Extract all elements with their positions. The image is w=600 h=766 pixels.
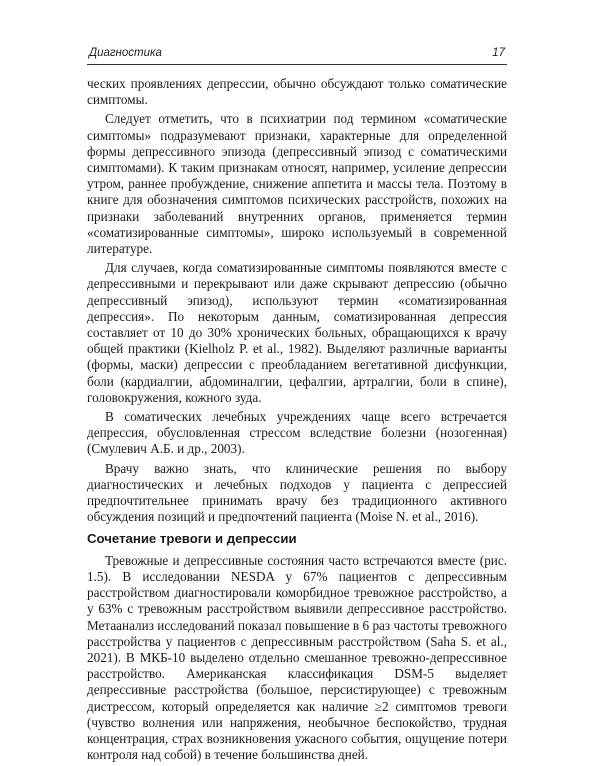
paragraph: Следует отметить, что в психиатрии под термином «соматические симптомы» подразумевают признаки, характерные для определенной формы депрессивного эпизода (депрессивный эпизод с соматическими симптомами). К таким признакам относят, например, усиление депрессии утром, раннее пробуждение, снижение аппетита и массы тела. Поэтому в книге для обозначения симптомов психических расстройств, похожих на признаки заболеваний внутренних органов, применяется термин «соматизированные симптомы», широко используемый в современной литературе. (87, 111, 507, 257)
paragraph: Для случаев, когда соматизированные симптомы появляются вместе с депрессивными и перекрывают или даже скрывают депрессию (обычно депрессивный эпизод), используют термин «соматизированная депрессия». По некоторым данным, соматизированная депрессия составляет от 10 до 30% хронических больных, обращающихся к врачу общей практики (Kielholz P. et al., 1982). Выделяют различные варианты (формы, маски) депрессии с преобладанием вегетативной дисфункции, боли (кардиалгии, абдоминалгии, цефалгии, артралгии, боли в спине), головокружения, кожного зуда. (87, 260, 507, 405)
running-head-section: Диагностика (89, 47, 162, 59)
section-heading: Сочетание тревоги и депрессии (87, 531, 297, 547)
header-rule (87, 64, 507, 65)
running-head (89, 47, 505, 59)
paragraph: ческих проявлениях депрессии, обычно обсуждают только соматические симптомы. (87, 76, 507, 108)
body-text (87, 76, 507, 766)
page-number: 17 (492, 47, 505, 59)
paragraph: Тревожные и депрессивные состояния часто встречаются вместе (рис. 1.5). В исследовании NESDA у 67% пациентов с депрессивным расстройством диагностировали коморбидное тревожное расстройство, а у 63% с тревожным расстройством выявили депрессивное расстройство. Метаанализ исследований показал повышение в 6 раз частоты тревожного расстройства у пациентов с депрессивным расстройством (Saha S. et al., 2021). В МКБ-10 выделено отдельно смешанное тревожно-депрессивное расстройство. Американская классификация DSM-5 выделяет депрессивные расстройства (большое, персистирующее) с тревожным дистрессом, который определяется как наличие ≥2 симптомов тревоги (чувство волнения или напряжения, необычное беспокойство, трудная концентрация, страх возникновения ужасного события, ощущение потери контроля над собой) в течение большинства дней. (87, 552, 507, 763)
paragraph: Врачу важно знать, что клинические решения по выбору диагностических и лечебных подходов у пациента с депрессией предпочтительнее принимать врачу без традиционного активного обсуждения позиций и предпочтений пациента (Moise N. et al., 2016). (87, 460, 507, 525)
paragraph: В соматических лечебных учреждениях чаще всего встречается депрессия, обусловленная стрессом вследствие болезни (нозогенная) (Смулевич А.Б. и др., 2003). (87, 409, 507, 457)
